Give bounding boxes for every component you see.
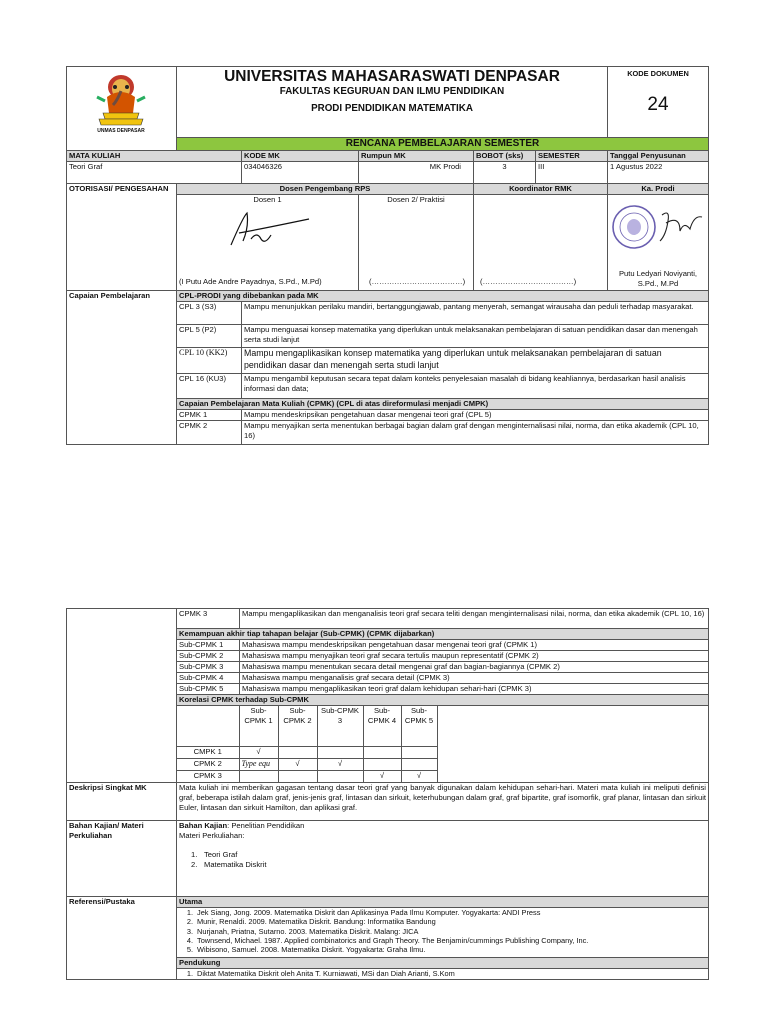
cpl-code: CPL 3 (S3) — [177, 301, 242, 324]
korelasi-cell-value — [401, 746, 437, 758]
label-kode-mk: KODE MK — [242, 151, 359, 162]
value-mata-kuliah: Teori Graf — [67, 161, 242, 183]
cpl-text: Mampu menunjukkan perilaku mandiri, bertanggungjawab, pantang menyerah, semangat wirausaha dan peduli terhadap masyarakat. — [242, 301, 709, 324]
dosen1-cell — [177, 194, 359, 266]
label-deskripsi: Deskripsi Singkat MK — [67, 783, 177, 821]
cpl-header: CPL-PRODI yang dibebankan pada MK — [177, 290, 709, 301]
label-semester: SEMESTER — [536, 151, 608, 162]
value-tanggal: 1 Agustus 2022 — [608, 161, 709, 183]
korelasi-cell-value: √ — [401, 770, 437, 782]
korelasi-cell-value — [278, 770, 317, 782]
korelasi-header: Korelasi CPMK terhadap Sub-CPMK — [177, 695, 709, 706]
rps-page-1 — [66, 66, 709, 445]
header-dosen-pengembang: Dosen Pengembang RPS — [177, 183, 474, 194]
korelasi-cell-value: √ — [317, 758, 363, 770]
logo-cell — [67, 67, 177, 151]
header-kaprodi: Ka. Prodi — [608, 183, 709, 194]
bahan-kajian-value: : Penelitian Pendidikan — [227, 821, 305, 830]
value-kode-mk: 034046326 — [242, 161, 359, 183]
subcpmk-text: Mahasiswa mampu menganalisis graf secara detail (CPMK 3) — [240, 673, 709, 684]
value-semester: III — [536, 161, 608, 183]
materi-list-item: 2. Matematika Diskrit — [191, 859, 267, 869]
pendukung-list — [177, 968, 709, 979]
dosen1-signature-icon — [221, 209, 321, 255]
korelasi-row-label: CPMK 3 — [177, 770, 239, 782]
korelasi-cell-value: √ — [278, 758, 317, 770]
header-title-cell — [177, 67, 608, 138]
korelasi-cell-value: √ — [363, 770, 401, 782]
cpmk-text: Mampu mengaplikasikan dan menganalisis teori graf secara teliti dengan menginternalisasi nilai, norma, dan etika akademik (CPL 10, 16) — [240, 609, 709, 629]
korelasi-table — [177, 706, 438, 782]
dosen2-label: Dosen 2/ Praktisi — [387, 194, 445, 204]
korelasi-cell-value — [278, 746, 317, 758]
dosen2-cell — [359, 194, 474, 266]
faculty-name: FAKULTAS KEGURUAN DAN ILMU PENDIDIKAN — [279, 86, 505, 97]
subcpmk-text: Mahasiswa mampu mendeskripsikan pengetahuan dasar mengenai teori graf (CPMK 1) — [240, 640, 709, 651]
label-bobot: BOBOT (sks) — [474, 151, 536, 162]
kaprodi-cell — [608, 194, 709, 266]
koordinator-name: (………………………………) — [474, 266, 608, 290]
rps-page-2 — [66, 608, 709, 980]
kaprodi-name: Putu Ledyari Noviyanti, S.Pd., M.Pd — [608, 266, 709, 290]
doc-code-value: 24 — [647, 93, 669, 115]
korelasi-cell-value — [401, 758, 437, 770]
utama-header: Utama — [177, 897, 709, 908]
kaprodi-stamp-signature-icon — [610, 205, 708, 251]
korelasi-row-label: CPMK 2 — [177, 758, 239, 770]
korelasi-col-header: Sub-CPMK 5 — [401, 706, 437, 746]
cpl-code: CPL 5 (P2) — [177, 324, 242, 347]
subcpmk-text: Mahasiswa mampu mengaplikasikan teori graf dalam kehidupan sehari-hari (CPMK 3) — [240, 684, 709, 695]
koordinator-cell — [474, 194, 608, 266]
materi-list-item: 1. Teori Graf — [191, 849, 238, 859]
subcpmk-header: Kemampuan akhir tiap tahapan belajar (Sub-CPMK) (CPMK dijabarkan) — [177, 629, 709, 640]
dosen1-name: (I Putu Ade Andre Payadnya, S.Pd., M.Pd) — [177, 266, 359, 290]
value-bobot: 3 — [474, 161, 536, 183]
label-referensi: Referensi/Pustaka — [67, 897, 177, 980]
subcpmk-code: Sub-CPMK 1 — [177, 640, 240, 651]
reference-item: 1. Jek Siang, Jong. 2009. Matematika Diskrit dan Aplikasinya Pada Ilmu Komputer. Yogyakarta: ANDI Press — [186, 907, 541, 917]
subcpmk-text: Mahasiswa mampu menentukan secara detail mengenai graf dan bagian-bagiannya (CPMK 2) — [240, 662, 709, 673]
capaian-continued-cell — [67, 609, 177, 783]
cpmk-header: Capaian Pembelajaran Mata Kuliah (CPMK) (CPL di atas direformulasi menjadi CMPK) — [177, 398, 709, 409]
reference-item: 4. Townsend, Michael. 1987. Applied combinatorics and Graph Theory. The Benjamin/cummings Publishing Company, Inc. — [186, 936, 589, 946]
korelasi-col-header: Sub-CPMK 1 — [239, 706, 278, 746]
header-koordinator: Koordinator RMK — [474, 183, 608, 194]
program-name: PRODI PENDIDIKAN MATEMATIKA — [311, 103, 473, 114]
korelasi-col-header: Sub-CPMK 3 — [317, 706, 363, 746]
bahan-kajian-cell — [177, 821, 709, 897]
korelasi-row-label: CMPK 1 — [177, 746, 239, 758]
cpmk-text: Mampu mendeskripsikan pengetahuan dasar mengenai teori graf (CPL 5) — [242, 409, 709, 420]
korelasi-col-header: Sub-CPMK 4 — [363, 706, 401, 746]
cpmk-code: CPMK 3 — [177, 609, 240, 629]
utama-list — [177, 907, 709, 957]
cpmk-text: Mampu menyajikan serta menentukan berbagai bagian dalam graf dengan menginternalisasi nilai, norma, dan etika akademik (CPL 10, 16) — [242, 420, 709, 444]
label-tanggal: Tanggal Penyusunan — [608, 151, 709, 162]
korelasi-cell-value — [239, 770, 278, 782]
dosen1-label: Dosen 1 — [253, 194, 282, 204]
cpmk-code: CPMK 2 — [177, 420, 242, 444]
ganesha-logo-icon — [67, 67, 175, 137]
dosen2-name: (………………………………) — [359, 266, 474, 290]
logo-caption: UNMAS DENPASAR — [97, 128, 145, 134]
value-rumpun-mk: MK Prodi — [359, 161, 474, 183]
korelasi-cell — [177, 706, 709, 783]
korelasi-cell-value — [317, 770, 363, 782]
label-bahan-kajian: Bahan Kajian/ Materi Perkuliahan — [67, 821, 177, 897]
university-name: UNIVERSITAS MAHASARASWATI DENPASAR — [224, 68, 560, 85]
cpl-text: Mampu mengaplikasikan konsep matematika yang diperlukan untuk melaksanakan pembelajaran di satuan pendidikan dasar dan menengah serta studi lanjut — [242, 347, 709, 373]
korelasi-col-header: Sub-CPMK 2 — [278, 706, 317, 746]
subcpmk-text: Mahasiswa mampu menyajikan teori graf secara tertulis maupun representatif (CPMK 2) — [240, 651, 709, 662]
rps-title: RENCANA PEMBELAJARAN SEMESTER — [177, 138, 709, 151]
deskripsi-text: Mata kuliah ini memberikan gagasan tentang dasar teori graf yang banyak digunakan dalam kehidupan sehari-hari. Materi mata kuliah ini meliputi definisi graf, beberapa istilah dalam graf, jenis-jenis graf, lintasan dan sirkuit, keterhubungan dalam graf, graf bipartite, graf isomorfik, graf planar, lintasan dan sirkuit Euler, lintasan dan sirkuit Hamilton, dan aplikasi graf. — [177, 783, 709, 821]
subcpmk-code: Sub-CPMK 3 — [177, 662, 240, 673]
reference-item: 5. Wibisono, Samuel. 2008. Matematika Diskrit. Yogyakarta: Graha Ilmu. — [186, 945, 426, 955]
label-mata-kuliah: MATA KULIAH — [67, 151, 242, 162]
subcpmk-code: Sub-CPMK 2 — [177, 651, 240, 662]
subcpmk-code: Sub-CPMK 4 — [177, 673, 240, 684]
korelasi-cell-value — [317, 746, 363, 758]
label-capaian: Capaian Pembelajaran — [67, 290, 177, 445]
korelasi-cell-value — [363, 758, 401, 770]
korelasi-cell-value: √ — [239, 746, 278, 758]
cpl-code: CPL 16 (KU3) — [177, 373, 242, 398]
doc-code-cell — [608, 67, 709, 138]
label-rumpun-mk: Rumpun MK — [359, 151, 474, 162]
university-logo — [67, 67, 175, 137]
label-otorisasi: OTORISASI/ PENGESAHAN — [67, 183, 177, 290]
materi-label: Materi Perkuliahan: — [179, 830, 245, 840]
cpl-code: CPL 10 (KK2) — [177, 347, 242, 373]
reference-item: 2. Munir, Renaldi. 2009. Matematika Diskrit. Bandung: Informatika Bandung — [186, 917, 436, 927]
subcpmk-code: Sub-CPMK 5 — [177, 684, 240, 695]
korelasi-cell-value: Type equ — [239, 758, 278, 770]
cpl-text: Mampu mengambil keputusan secara tepat dalam konteks penyelesaian masalah di bidang keahliannya, berdasarkan hasil analisis informasi dan data; — [242, 373, 709, 398]
reference-item: 3. Nurjanah, Priatna, Sutarno. 2003. Matematika Diskrit. Malang: JICA — [186, 926, 419, 936]
cpl-text: Mampu menguasai konsep matematika yang diperlukan untuk melaksanakan pembelajaran di satuan pendidikan dasar dan menengah serta studi lanjut — [242, 324, 709, 347]
cpmk-code: CPMK 1 — [177, 409, 242, 420]
korelasi-cell-value — [363, 746, 401, 758]
doc-code-label: KODE DOKUMEN — [627, 69, 689, 78]
bahan-kajian-label: Bahan Kajian — [179, 821, 228, 830]
pendukung-header: Pendukung — [177, 957, 709, 968]
reference-item: 1. Diktat Matematika Diskrit oleh Anita T. Kurniawati, MSi dan Diah Arianti, S.Kom — [186, 968, 455, 978]
